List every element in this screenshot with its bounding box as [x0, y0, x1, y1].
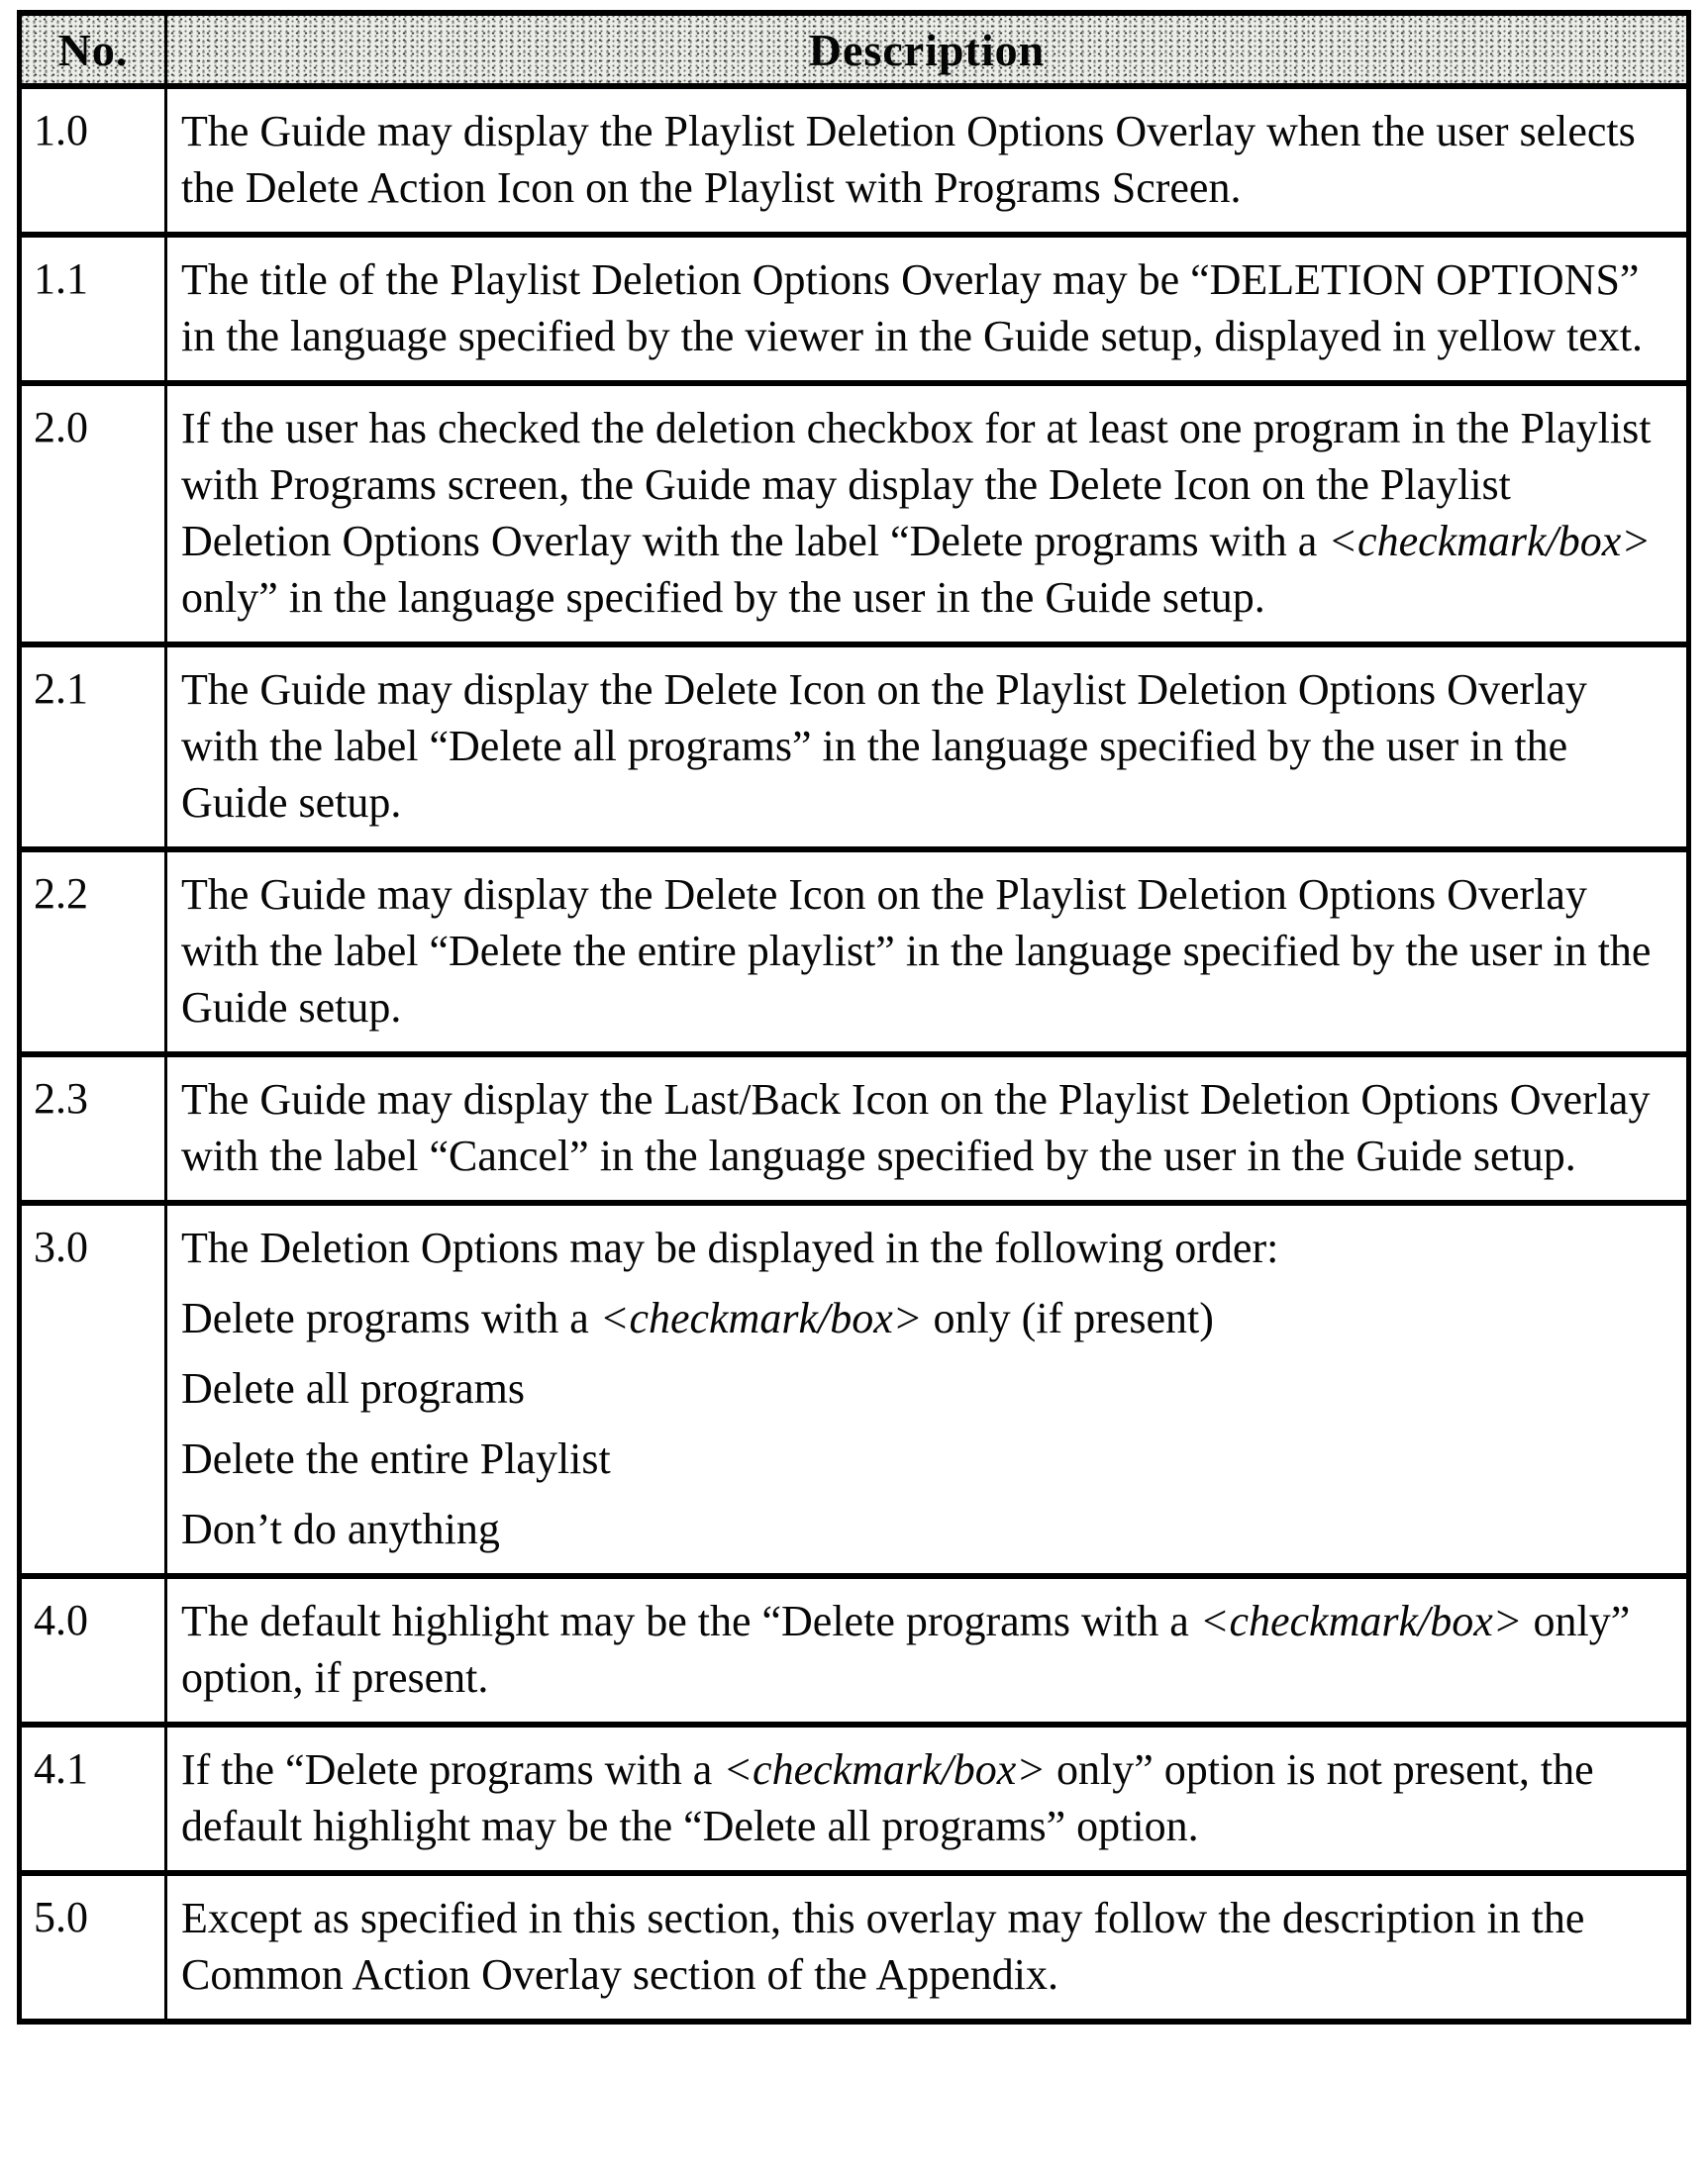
description-cell — [166, 1576, 1689, 1725]
description-cell — [166, 86, 1689, 235]
text-segment: only” in the language specified by the user in the Guide setup. — [181, 573, 1265, 622]
description-paragraph — [181, 1431, 1653, 1487]
table-row — [20, 644, 1689, 849]
table-row — [20, 86, 1689, 235]
text-segment: The default highlight may be the “Delete programs with a — [181, 1597, 1200, 1645]
text-segment: The Guide may display the Delete Icon on the Playlist Deletion Options Overlay with the label “Delete the entire playlist” in the language specified by the user in the Guide setup. — [181, 870, 1652, 1032]
text-segment: If the user has checked the deletion checkbox for at least one program in the Playlist with Programs screen, the Guide may display the Delete Icon on the Playlist Deletion Options Overlay with the label “Delete programs with a — [181, 404, 1652, 565]
description-paragraph — [181, 1290, 1653, 1346]
description-paragraph — [181, 866, 1653, 1036]
table-row — [20, 383, 1689, 644]
text-segment: Don’t do anything — [181, 1505, 500, 1553]
requirement-number: 1.0 — [20, 86, 166, 235]
italic-term: <checkmark/box> — [723, 1745, 1047, 1794]
description-cell — [166, 849, 1689, 1054]
description-paragraph — [181, 1890, 1653, 2003]
requirement-number: 2.1 — [20, 644, 166, 849]
description-paragraph — [181, 661, 1653, 831]
table-row — [20, 1203, 1689, 1576]
italic-term: <checkmark/box> — [1199, 1597, 1523, 1645]
text-segment: The Guide may display the Delete Icon on the Playlist Deletion Options Overlay with the label “Delete all programs” in the language specified by the user in the Guide setup. — [181, 665, 1587, 827]
text-segment: If the “Delete programs with a — [181, 1745, 724, 1794]
requirement-number: 5.0 — [20, 1873, 166, 2022]
description-paragraph — [181, 1220, 1653, 1276]
text-segment: The title of the Playlist Deletion Options Overlay may be “DELETION OPTIONS” in the language specified by the viewer in the Guide setup, displayed in yellow text. — [181, 255, 1644, 360]
text-segment: The Deletion Options may be displayed in the following order: — [181, 1224, 1279, 1272]
requirement-number: 4.0 — [20, 1576, 166, 1725]
description-paragraph — [181, 1593, 1653, 1706]
table-row — [20, 1054, 1689, 1203]
requirements-table — [17, 10, 1691, 2025]
table-row — [20, 849, 1689, 1054]
description-paragraph — [181, 1741, 1653, 1854]
column-header-description: Description — [166, 13, 1689, 86]
requirement-number: 4.1 — [20, 1725, 166, 1873]
requirement-number: 2.0 — [20, 383, 166, 644]
text-segment: Delete all programs — [181, 1364, 525, 1413]
description-cell — [166, 383, 1689, 644]
table-row — [20, 1725, 1689, 1873]
description-cell — [166, 235, 1689, 383]
text-segment: only (if present) — [922, 1294, 1214, 1342]
description-cell — [166, 1054, 1689, 1203]
text-segment: Delete the entire Playlist — [181, 1434, 611, 1483]
table-row — [20, 235, 1689, 383]
italic-term: <checkmark/box> — [1328, 517, 1652, 565]
text-segment: only” option is not present, the default highlight may be the “Delete all programs” option. — [181, 1745, 1594, 1850]
description-cell — [166, 1873, 1689, 2022]
text-segment: only” option, if present. — [181, 1597, 1631, 1702]
text-segment: Except as specified in this section, this overlay may follow the description in the Common Action Overlay section of the Appendix. — [181, 1894, 1585, 1999]
description-cell — [166, 644, 1689, 849]
column-header-no: No. — [20, 13, 166, 86]
description-paragraph — [181, 1071, 1653, 1184]
requirement-number: 3.0 — [20, 1203, 166, 1576]
italic-term: <checkmark/box> — [599, 1294, 923, 1342]
description-paragraph — [181, 1360, 1653, 1417]
table-header — [20, 13, 1689, 86]
table-body — [20, 86, 1689, 2022]
description-paragraph — [181, 1501, 1653, 1557]
description-paragraph — [181, 103, 1653, 216]
text-segment: Delete programs with a — [181, 1294, 600, 1342]
text-segment: The Guide may display the Last/Back Icon on the Playlist Deletion Options Overlay with the label “Cancel” in the language specified by the user in the Guide setup. — [181, 1075, 1651, 1180]
description-paragraph — [181, 251, 1653, 364]
requirement-number: 2.2 — [20, 849, 166, 1054]
header-row — [20, 13, 1689, 86]
requirement-number: 2.3 — [20, 1054, 166, 1203]
description-cell — [166, 1725, 1689, 1873]
requirement-number: 1.1 — [20, 235, 166, 383]
table-row — [20, 1576, 1689, 1725]
description-cell — [166, 1203, 1689, 1576]
table-row — [20, 1873, 1689, 2022]
description-paragraph — [181, 400, 1653, 626]
text-segment: The Guide may display the Playlist Deletion Options Overlay when the user selects the Delete Action Icon on the Playlist with Programs Screen. — [181, 107, 1636, 212]
